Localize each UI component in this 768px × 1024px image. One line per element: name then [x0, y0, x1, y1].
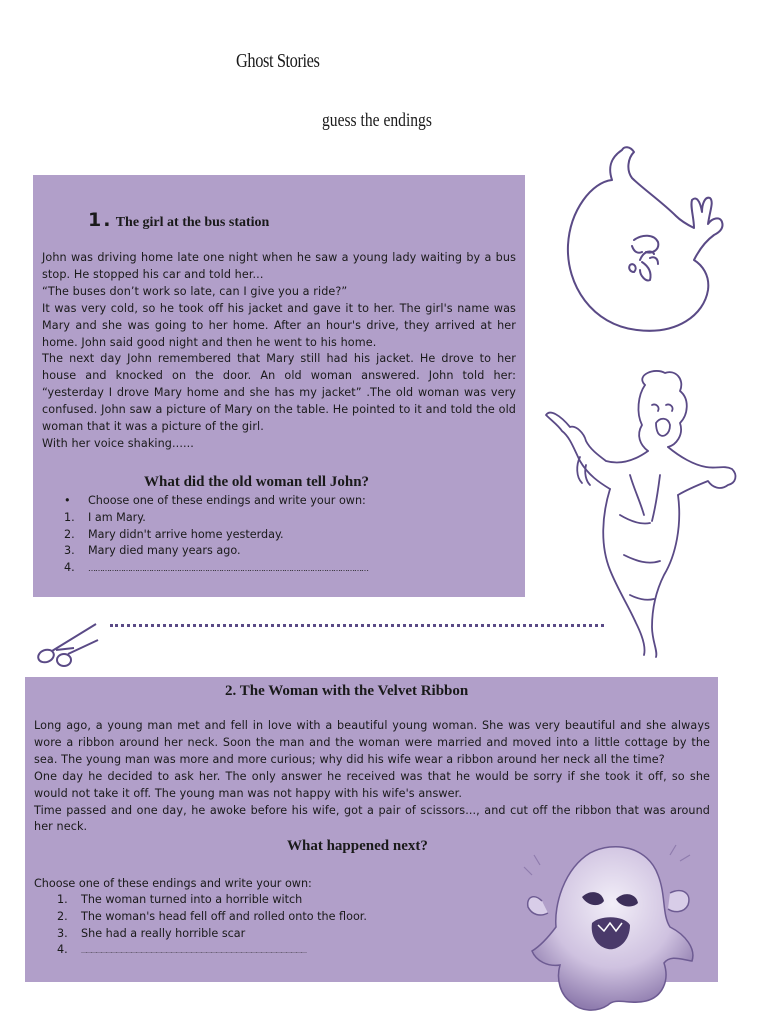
bullet-marker: •: [64, 494, 71, 507]
story-1-paragraph: John was driving home late one night when he saw a young lady waiting by a bus stop. He stopped his car and told her...: [42, 251, 516, 281]
option-number: 4.: [57, 943, 68, 957]
story-2-text: [34, 718, 710, 836]
story-2-paragraph: Time passed and one day, he awoke before his wife, got a pair of scissors..., and cut off the ribbon that was around her neck.: [34, 803, 710, 834]
option-blank-line: …………………………………………………………………………………………………………: [88, 564, 368, 574]
story-2-paragraph: Long ago, a young man met and fell in love with a beautiful young woman. She was very beautiful and she always wore a ribbon around her neck. Soon the man and the woman were married and moved into a little cottage by the sea. The young man was more and more curious; why did his wife wear a ribbon around her neck all the time?: [34, 719, 710, 766]
list-item: [57, 909, 367, 926]
story-2-paragraph: One day he decided to ask her. The only answer he received was that he would be sorry if she took it off, so she would not take it off. The young man was not happy with his wife's answer.: [34, 769, 710, 800]
option-number: 2.: [64, 527, 75, 541]
page-subtitle: guess the endings: [322, 110, 432, 131]
list-item: [64, 560, 368, 578]
option-number: 3.: [64, 544, 75, 558]
story-1-paragraph: With her voice shaking......: [42, 436, 194, 450]
list-item: [64, 510, 368, 527]
option-text: The woman's head fell off and rolled onto the floor.: [81, 909, 367, 923]
option-number: 4.: [64, 561, 75, 575]
story-1-title: [88, 209, 269, 231]
story-1-panel: [33, 175, 525, 597]
list-item: [64, 527, 368, 544]
option-number: 1.: [57, 893, 68, 906]
story-2-instruction: Choose one of these endings and write your own:: [34, 877, 312, 890]
story-1-instruction: Choose one of these endings and write your own:: [88, 494, 366, 507]
option-blank-line: ………………………………………………………………………………………………………………………: [81, 948, 306, 956]
list-item: [57, 926, 367, 943]
story-1-title-text: The girl at the bus station: [115, 215, 270, 230]
option-number: 2.: [57, 909, 68, 923]
story-2-title: 2. The Woman with the Velvet Ribbon: [225, 683, 469, 699]
page-title: Ghost Stories: [236, 50, 320, 72]
list-item: [64, 493, 368, 510]
story-1-number: 1: [88, 209, 102, 231]
option-text: I am Mary.: [88, 510, 146, 524]
list-item: [64, 543, 368, 560]
option-text: She had a really horrible scar: [81, 926, 246, 940]
option-text: Mary didn't arrive home yesterday.: [88, 527, 284, 541]
story-1-question: What did the old woman tell John?: [144, 474, 370, 490]
story-1-number-dot: .: [103, 209, 111, 231]
story-2-question: What happened next?: [287, 838, 428, 854]
list-item: [57, 892, 367, 909]
option-text: Mary died many years ago.: [88, 544, 241, 558]
ghost-drawing-icon: [562, 140, 732, 340]
story-1-paragraph: The next day John remembered that Mary still had his jacket. He drove to her house and knocked on the door. An old woman answered. John told her: “yesterday I drove Mary home and she has my jacket” .The old woman was very confused. John saw a picture of Mary on the table. He pointed to it and told the old woman that it was a picture of the girl.: [42, 352, 516, 434]
option-text: The woman turned into a horrible witch: [81, 893, 303, 906]
cut-line-divider: [110, 624, 604, 633]
story-1-text: [42, 250, 516, 453]
story-1-paragraph: “The buses don’t work so late, can I give you a ride?”: [42, 284, 348, 298]
story-1-paragraph: It was very cold, so he took off his jacket and gave it to her. The girl's name was Mary and she was going to her home. After an hour's drive, they arrived at her home. John said good night and then he went to his home.: [42, 301, 516, 349]
story-1-options: [64, 493, 368, 578]
ghoul-drawing-icon: [540, 365, 745, 660]
option-number: 3.: [57, 926, 68, 940]
purple-ghost-icon: [520, 835, 710, 1015]
story-2-options: [57, 892, 367, 961]
list-item: [57, 942, 367, 961]
option-number: 1.: [64, 510, 75, 524]
scissors-icon: [34, 618, 100, 670]
